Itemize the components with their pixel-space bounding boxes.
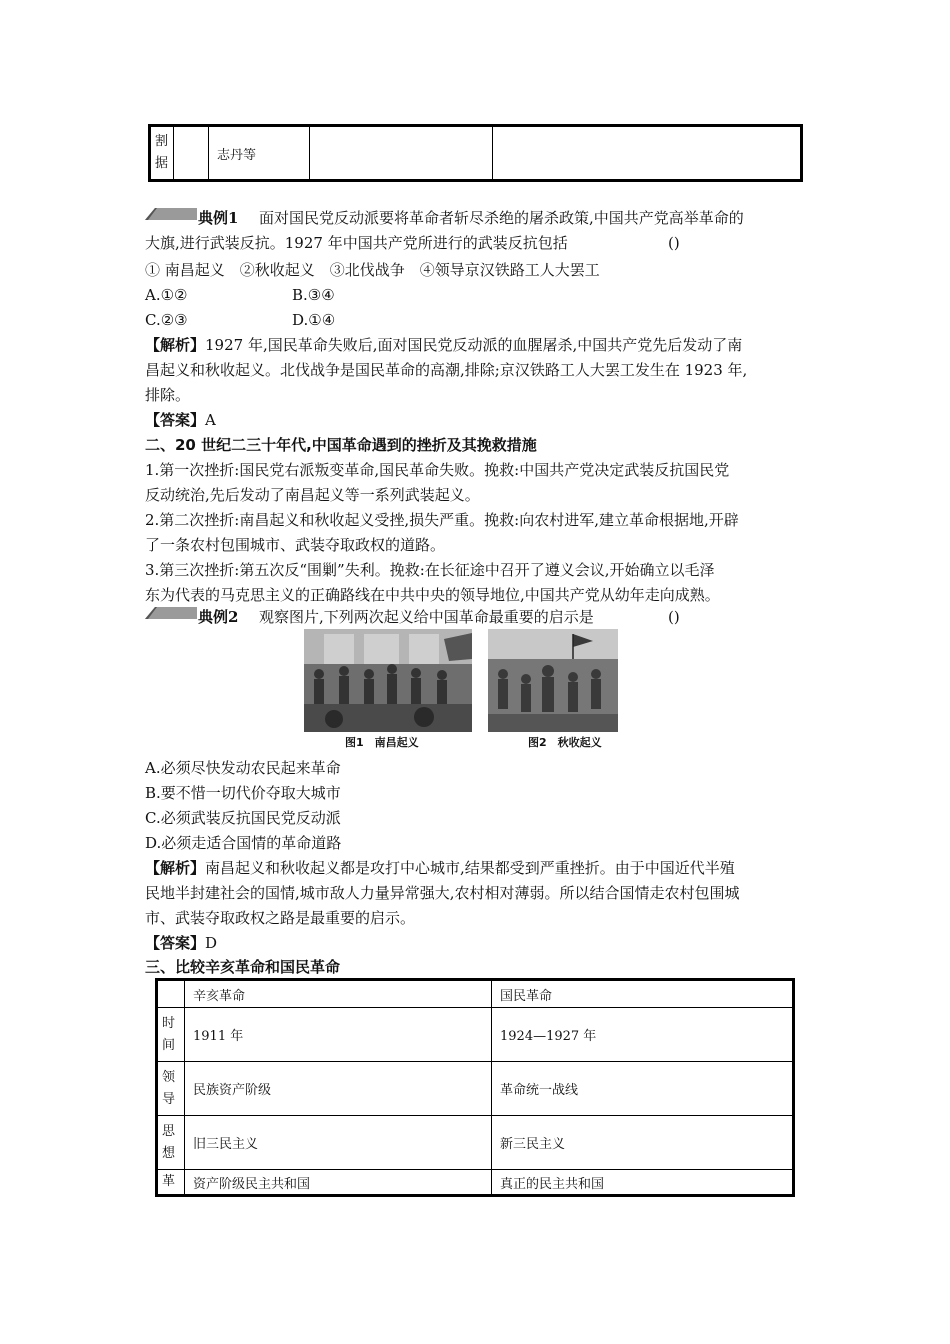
example2-blank: (): [668, 608, 680, 626]
table-cell: 民族资产阶级: [185, 1062, 492, 1116]
table-row: [157, 1008, 794, 1062]
header-cell: 辛亥革命: [185, 980, 492, 1008]
table-cell: [174, 126, 209, 181]
example1-option-c: C.②③: [145, 311, 188, 329]
section2-p3-line2: 东为代表的马克思主义的正确路线在中共中央的领导地位,中国共产党从幼年走向成熟。: [145, 586, 720, 604]
table-row: [157, 1116, 794, 1170]
example2-option-d: D.必须走适合国情的革命道路: [145, 834, 342, 852]
example1-items: ① 南昌起义 ②秋收起义 ③北伐战争 ④领导京汉铁路工人大罢工: [145, 261, 600, 279]
table-cell: [493, 126, 802, 181]
figure1-caption: 图1 南昌起义: [345, 736, 419, 749]
answer-value: A: [205, 411, 216, 429]
example2-analysis-line2: 民地半封建社会的国情,城市敌人力量异常强大,农村相对薄弱。所以结合国情走农村包围城: [145, 884, 740, 902]
example2-stem: 观察图片,下列两次起义给中国革命最重要的启示是: [259, 608, 594, 626]
section2-p1-line2: 反动统治,先后发动了南昌起义等一系列武装起义。: [145, 486, 480, 504]
example2-option-a: A.必须尽快发动农民起来革命: [145, 759, 341, 777]
example2-analysis-line1: [145, 858, 735, 878]
example-tag-icon: [145, 206, 197, 216]
answer-label: 【答案】: [145, 934, 206, 952]
row-label: 领 导: [157, 1062, 185, 1116]
analysis-text: 南昌起义和秋收起义都是攻打中心城市,结果都受到严重挫折。由于中国近代半殖: [205, 859, 735, 877]
example2-tag: 典例2: [198, 608, 239, 626]
table-cell: 资产阶级民主共和国: [185, 1170, 492, 1196]
row-label: 思 想: [157, 1116, 185, 1170]
example1-stem-line2: 大旗,进行武装反抗。1927 年中国共产党所进行的武装反抗包括: [145, 234, 568, 252]
example-tag-icon: [145, 605, 197, 615]
example1-analysis-line3: 排除。: [145, 386, 191, 404]
answer-value: D: [205, 934, 218, 952]
figure2-caption: 图2 秋收起义: [528, 736, 602, 749]
example1-analysis-line2: 昌起义和秋收起义。北伐战争是国民革命的高潮,排除;京汉铁路工人大罢工发生在 1923 年,: [145, 361, 748, 379]
table-header-row: [157, 980, 794, 1008]
section2-p1-line1: 1.第一次挫折:国民党右派叛变革命,国民革命失败。挽救:中国共产党决定武装反抗国民党: [145, 461, 730, 479]
example1-analysis-line1: [145, 335, 742, 355]
example2-option-b: B.要不惜一切代价夺取大城市: [145, 784, 341, 802]
section2-p2-line2: 了一条农村包围城市、武装夺取政权的道路。: [145, 536, 446, 554]
header-cell: 国民革命: [492, 980, 794, 1008]
header-cell: [157, 980, 185, 1008]
row-label: 割 据: [150, 126, 174, 181]
row-label: 时 间: [157, 1008, 185, 1062]
section2-p2-line1: 2.第二次挫折:南昌起义和秋收起义受挫,损失严重。挽救:向农村进军,建立革命根据地,开辟: [145, 511, 739, 529]
top-table: [148, 124, 803, 182]
example1-answer: [145, 410, 216, 430]
example1-option-a: A.①②: [145, 286, 188, 304]
example1-tag: [198, 208, 238, 228]
table-cell: 1924—1927 年: [492, 1008, 794, 1062]
example1-stem-line1: 面对国民党反动派要将革命者斩尽杀绝的屠杀政策,中国共产党高举革命的: [259, 209, 744, 227]
example2-answer: [145, 933, 217, 953]
row-label: 革: [157, 1170, 185, 1196]
answer-label: 【答案】: [145, 411, 206, 429]
analysis-text: 1927 年,国民革命失败后,面对国民党反动派的血腥屠杀,中国共产党先后发动了南: [205, 336, 743, 354]
example2-analysis-line3: 市、武装夺取政权之路是最重要的启示。: [145, 909, 416, 927]
analysis-label: 【解析】: [145, 859, 206, 877]
section2-p3-line1: 3.第三次挫折:第五次反“围剿”失利。挽救:在长征途中召开了遵义会议,开始确立以毛泽: [145, 561, 715, 579]
example1-option-b: B.③④: [292, 286, 335, 304]
table-row: [157, 1170, 794, 1196]
section2-title: 二、20 世纪二三十年代,中国革命遇到的挫折及其挽救措施: [145, 436, 537, 454]
example2-option-c: C.必须武装反抗国民党反动派: [145, 809, 341, 827]
table-cell: 志丹等: [209, 126, 310, 181]
example1-tag-text: 典例1: [198, 209, 239, 227]
table-cell: 旧三民主义: [185, 1116, 492, 1170]
table-row: [150, 126, 802, 181]
table-row: [157, 1062, 794, 1116]
table-cell: [310, 126, 493, 181]
analysis-label: 【解析】: [145, 336, 206, 354]
table-cell: 新三民主义: [492, 1116, 794, 1170]
table-cell: 真正的民主共和国: [492, 1170, 794, 1196]
example1-option-d: D.①④: [292, 311, 336, 329]
table-cell: 1911 年: [185, 1008, 492, 1062]
section3-title: 三、比较辛亥革命和国民革命: [145, 958, 341, 976]
example1-blank: (): [668, 234, 680, 252]
figure-nanchang-uprising: [304, 629, 472, 732]
figure-autumn-harvest-uprising: [488, 629, 618, 732]
table-cell: 革命统一战线: [492, 1062, 794, 1116]
comparison-table: [155, 978, 795, 1197]
